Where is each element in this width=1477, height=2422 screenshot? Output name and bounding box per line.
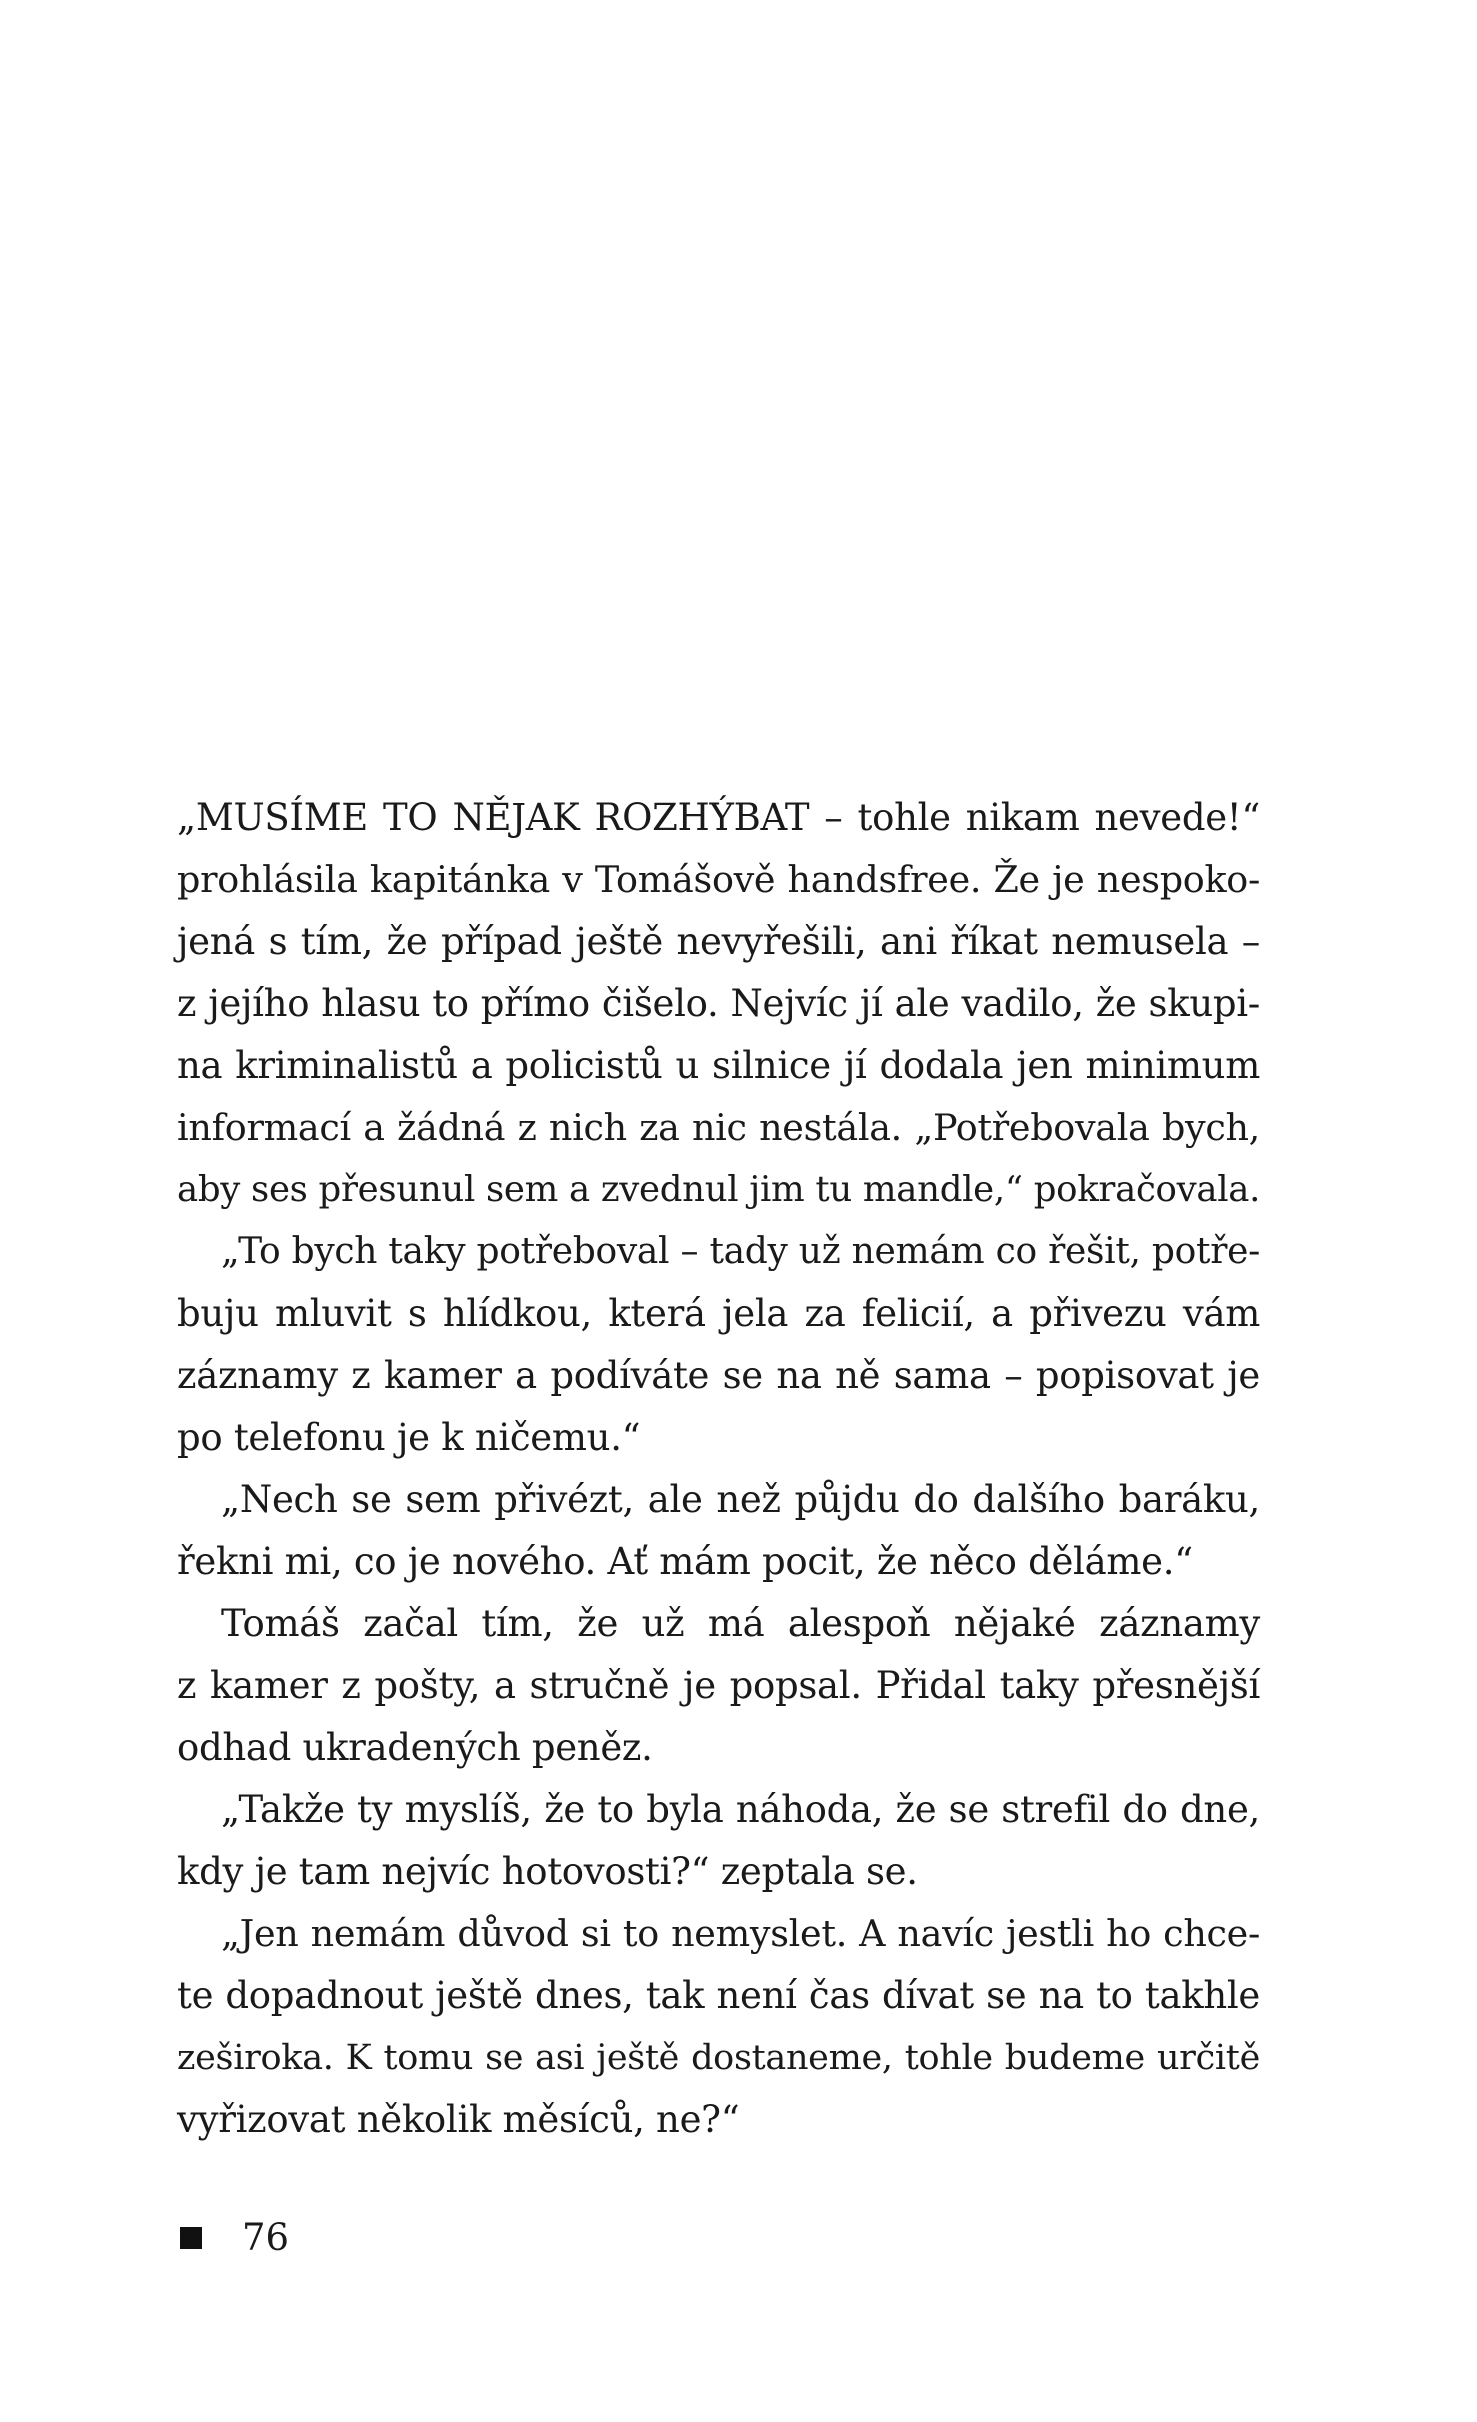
text-line: „MUSÍME TO NĚJAK ROZHÝBAT – tohle nikam nevede!“	[177, 796, 1260, 839]
page-number: 76	[242, 2216, 290, 2259]
text-line: buju mluvit s hlídkou, která jela za felicií, a přivezu vám	[177, 1292, 1260, 1335]
text-line: „Nech se sem přivézt, ale než půjdu do dalšího baráku,	[221, 1478, 1260, 1521]
text-line: na kriminalistů a policistů u silnice jí dodala jen minimum	[177, 1044, 1260, 1087]
text-line: jená s tím, že případ ještě nevyřešili, ani říkat nemusela –	[177, 920, 1260, 963]
page-footer	[180, 2216, 289, 2260]
text-line: zeširoka. K tomu se asi ještě dostaneme, tohle budeme určitě	[177, 2038, 1260, 2078]
text-line: z kamer z pošty, a stručně je popsal. Přidal taky přesnější	[177, 1664, 1260, 1707]
text-line: záznamy z kamer a podíváte se na ně sama – popisovat je	[177, 1354, 1260, 1397]
text-line: te dopadnout ještě dnes, tak není čas dívat se na to takhle	[177, 1974, 1260, 2017]
text-line: vyřizovat několik měsíců, ne?“	[177, 2098, 740, 2141]
text-line: aby ses přesunul sem a zvednul jim tu mandle,“ pokračovala.	[177, 1169, 1261, 1210]
body-text	[177, 787, 1260, 2151]
text-line: z jejího hlasu to přímo čišelo. Nejvíc jí ale vadilo, že skupi-	[177, 982, 1260, 1025]
text-line: řekni mi, co je nového. Ať mám pocit, že něco děláme.“	[177, 1540, 1193, 1583]
square-bullet-icon	[180, 2227, 202, 2249]
text-line: odhad ukradených peněz.	[177, 1726, 653, 1769]
text-line: po telefonu je k ničemu.“	[177, 1416, 641, 1459]
text-line: „Jen nemám důvod si to nemyslet. A navíc jestli ho chce-	[221, 1912, 1260, 1955]
text-line: kdy je tam nejvíc hotovosti?“ zeptala se.	[177, 1850, 918, 1893]
text-line: „Takže ty myslíš, že to byla náhoda, že se strefil do dne,	[221, 1788, 1260, 1831]
text-line: prohlásila kapitánka v Tomášově handsfree. Že je nespoko-	[177, 858, 1260, 901]
text-line: „To bych taky potřeboval – tady už nemám co řešit, potře-	[221, 1231, 1260, 1272]
text-line: informací a žádná z nich za nic nestála. „Potřebovala bych,	[177, 1106, 1260, 1149]
text-line: Tomáš začal tím, že už má alespoň nějaké záznamy	[221, 1602, 1260, 1645]
